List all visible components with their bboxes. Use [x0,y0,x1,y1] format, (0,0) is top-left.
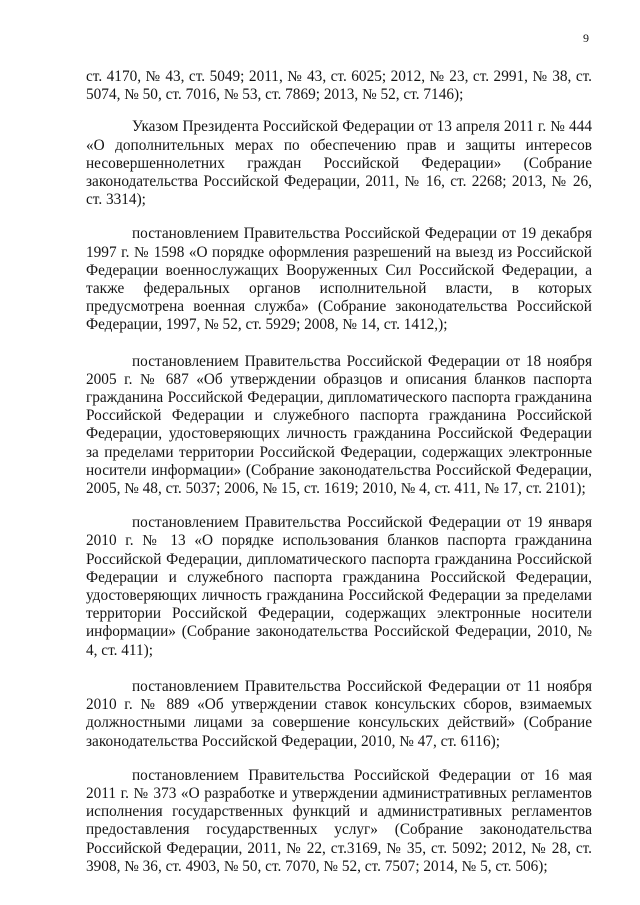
document-body [86,68,592,876]
paragraph-presidential-decree: Указом Президента Российской Федерации от 13 апреля 2011 г. № 444 «О дополнительных мерах по обеспечению прав и защиты интересов несовершеннолетних граждан Российской Федерации» (Собрание законодательства Российской Федерации, 2011, № 16, ст. 2268; 2013, № 26, ст. 3314); [86,118,592,209]
page-number: 9 [583,31,589,45]
paragraph-resolution-13: постановлением Правительства Российской Федерации от 19 января 2010 г. № 13 «О порядке использования бланков паспорта гражданина Российской Федерации, дипломатического паспорта гражданина Российской Федерации и служебного паспорта гражданина Российской Федерации, удостоверяющих личность гражданина Российской Федерации за пределами территории Российской Федерации, содержащих электронные носители информации» (Собрание законодательства Российской Федерации, 2010, № 4, ст. 411); [86,514,592,659]
paragraph-resolution-1598: постановлением Правительства Российской Федерации от 19 декабря 1997 г. № 1598 «О порядке оформления разрешений на выезд из Российской Федерации военнослужащих Вооруженных Сил Российской Федерации, а также федеральных органов исполнительной власти, в которых предусмотрена военная служба» (Собрание законодательства Российской Федерации, 1997, № 52, ст. 5929; 2008, № 14, ст. 1412,); [86,225,592,334]
paragraph-resolution-373: постановлением Правительства Российской Федерации от 16 мая 2011 г. № 373 «О разработке и утверждении административных регламентов исполнения государственных функций и административных регламентов предоставления государственных услуг» (Собрание законодательства Российской Федерации, 2011, № 22, ст.3169, № 35, ст. 5092; 2012, № 28, ст. 3908, № 36, ст. 4903, № 50, ст. 7070, № 52, ст. 7507; 2014, № 5, ст. 506); [86,766,592,875]
paragraph-resolution-687: постановлением Правительства Российской Федерации от 18 ноября 2005 г. № 687 «Об утверждении образцов и описания бланков паспорта гражданина Российской Федерации, дипломатического паспорта гражданина Российской Федерации и служебного паспорта гражданина Российской Федерации, удостоверяющих личность гражданина Российской Федерации за пределами территории Российской Федерации, содержащих электронные носители информации» (Собрание законодательства Российской Федерации, 2005, № 48, ст. 5037; 2006, № 15, ст. 1619; 2010, № 4, ст. 411, № 17, ст. 2101); [86,352,592,498]
paragraph-resolution-889: постановлением Правительства Российской Федерации от 11 ноября 2010 г. № 889 «Об утверждении ставок консульских сборов, взимаемых должностными лицами за совершение консульских действий» (Собрание законодательства Российской Федерации, 2010, № 47, ст. 6116); [86,677,592,750]
paragraph-continuation: ст. 4170, № 43, ст. 5049; 2011, № 43, ст. 6025; 2012, № 23, ст. 2991, № 38, ст. 5074, № 50, ст. 7016, № 53, ст. 7869; 2013, № 52, ст. 7146); [86,68,592,104]
